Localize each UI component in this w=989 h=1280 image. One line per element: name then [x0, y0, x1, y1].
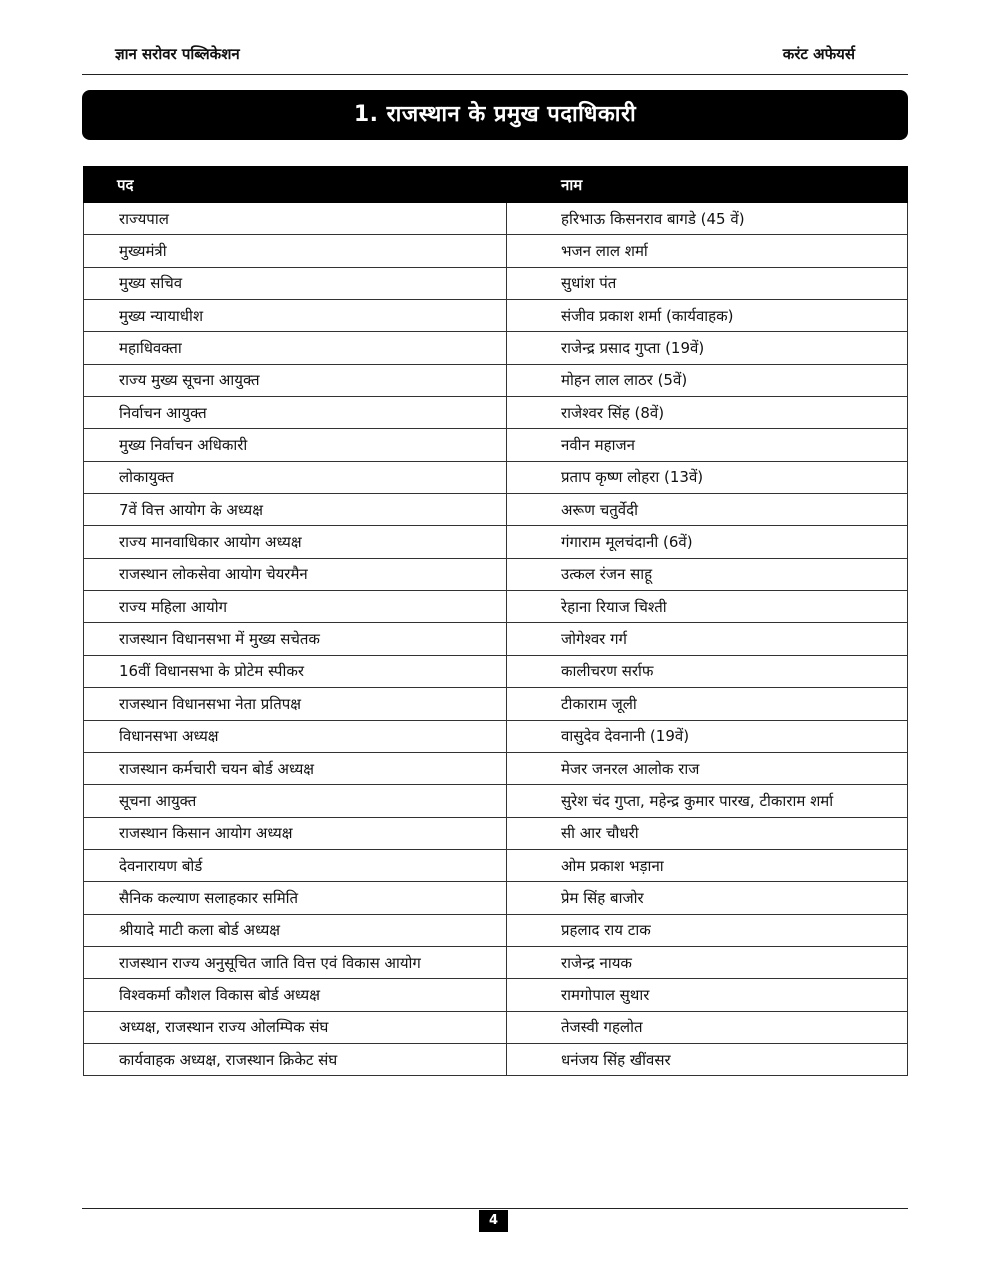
post-cell: सैनिक कल्याण सलाहकार समिति	[84, 882, 507, 914]
table-row	[84, 849, 908, 881]
name-cell: वासुदेव देवनानी (19वें)	[507, 720, 908, 752]
post-cell: राजस्थान कर्मचारी चयन बोर्ड अध्यक्ष	[84, 752, 507, 784]
name-cell: कालीचरण सर्राफ	[507, 655, 908, 687]
name-cell: हरिभाऊ किसनराव बागडे (45 वें)	[507, 203, 908, 235]
name-cell: प्रहलाद राय टाक	[507, 914, 908, 946]
post-cell: महाधिवक्ता	[84, 332, 507, 364]
page-number: 4	[479, 1210, 508, 1232]
table-row	[84, 1043, 908, 1075]
table-row	[84, 526, 908, 558]
table-row	[84, 752, 908, 784]
post-cell: निर्वाचन आयुक्त	[84, 397, 507, 429]
table-header-row	[84, 167, 908, 203]
post-cell: राजस्थान राज्य अनुसूचित जाति वित्त एवं विकास आयोग	[84, 946, 507, 978]
post-cell: राज्य मुख्य सूचना आयुक्त	[84, 364, 507, 396]
table-row	[84, 785, 908, 817]
column-header-post: पद	[84, 167, 507, 203]
table-row	[84, 1011, 908, 1043]
post-cell: राज्यपाल	[84, 203, 507, 235]
name-cell: प्रेम सिंह बाजोर	[507, 882, 908, 914]
table-row	[84, 364, 908, 396]
table-row	[84, 817, 908, 849]
post-cell: विधानसभा अध्यक्ष	[84, 720, 507, 752]
name-cell: उत्कल रंजन साहू	[507, 558, 908, 590]
name-cell: राजेश्वर सिंह (8वें)	[507, 397, 908, 429]
table-row	[84, 688, 908, 720]
name-cell: रामगोपाल सुथार	[507, 979, 908, 1011]
post-cell: राजस्थान विधानसभा नेता प्रतिपक्ष	[84, 688, 507, 720]
post-cell: कार्यवाहक अध्यक्ष, राजस्थान क्रिकेट संघ	[84, 1043, 507, 1075]
name-cell: धनंजय सिंह खींवसर	[507, 1043, 908, 1075]
page-header	[115, 44, 855, 66]
post-cell: राजस्थान किसान आयोग अध्यक्ष	[84, 817, 507, 849]
post-cell: राज्य मानवाधिकार आयोग अध्यक्ष	[84, 526, 507, 558]
table-row	[84, 300, 908, 332]
post-cell: राज्य महिला आयोग	[84, 591, 507, 623]
post-cell: सूचना आयुक्त	[84, 785, 507, 817]
table-row	[84, 267, 908, 299]
publisher-name: ज्ञान सरोवर पब्लिकेशन	[115, 45, 240, 63]
name-cell: मोहन लाल लाठर (5वें)	[507, 364, 908, 396]
page-title: 1. राजस्थान के प्रमुख पदाधिकारी	[82, 90, 908, 140]
table-row	[84, 591, 908, 623]
table-row	[84, 558, 908, 590]
name-cell: सुधांश पंत	[507, 267, 908, 299]
name-cell: गंगाराम मूलचंदानी (6वें)	[507, 526, 908, 558]
name-cell: तेजस्वी गहलोत	[507, 1011, 908, 1043]
post-cell: 16वीं विधानसभा के प्रोटेम स्पीकर	[84, 655, 507, 687]
name-cell: ओम प्रकाश भड़ाना	[507, 849, 908, 881]
table-row	[84, 946, 908, 978]
name-cell: संजीव प्रकाश शर्मा (कार्यवाहक)	[507, 300, 908, 332]
post-cell: 7वें वित्त आयोग के अध्यक्ष	[84, 494, 507, 526]
post-cell: श्रीयादे माटी कला बोर्ड अध्यक्ष	[84, 914, 507, 946]
name-cell: जोगेश्वर गर्ग	[507, 623, 908, 655]
post-cell: मुख्य निर्वाचन अधिकारी	[84, 429, 507, 461]
officials-table	[83, 166, 908, 1076]
table-row	[84, 397, 908, 429]
table-row	[84, 914, 908, 946]
post-cell: देवनारायण बोर्ड	[84, 849, 507, 881]
post-cell: मुख्यमंत्री	[84, 235, 507, 267]
post-cell: मुख्य सचिव	[84, 267, 507, 299]
table-row	[84, 332, 908, 364]
post-cell: अध्यक्ष, राजस्थान राज्य ओलम्पिक संघ	[84, 1011, 507, 1043]
name-cell: राजेन्द्र प्रसाद गुप्ता (19वें)	[507, 332, 908, 364]
table-row	[84, 882, 908, 914]
post-cell: राजस्थान विधानसभा में मुख्य सचेतक	[84, 623, 507, 655]
name-cell: प्रताप कृष्ण लोहरा (13वें)	[507, 461, 908, 493]
post-cell: विश्वकर्मा कौशल विकास बोर्ड अध्यक्ष	[84, 979, 507, 1011]
post-cell: लोकायुक्त	[84, 461, 507, 493]
name-cell: टीकाराम जूली	[507, 688, 908, 720]
column-header-name: नाम	[507, 167, 908, 203]
name-cell: राजेन्द्र नायक	[507, 946, 908, 978]
table-row	[84, 235, 908, 267]
table-row	[84, 623, 908, 655]
name-cell: सुरेश चंद गुप्ता, महेन्द्र कुमार पारख, टीकाराम शर्मा	[507, 785, 908, 817]
table-body	[84, 203, 908, 1076]
name-cell: सी आर चौधरी	[507, 817, 908, 849]
post-cell: मुख्य न्यायाधीश	[84, 300, 507, 332]
table-row	[84, 655, 908, 687]
table-row	[84, 494, 908, 526]
section-name: करंट अफेयर्स	[782, 45, 855, 63]
name-cell: नवीन महाजन	[507, 429, 908, 461]
table-row	[84, 720, 908, 752]
name-cell: भजन लाल शर्मा	[507, 235, 908, 267]
table-row	[84, 203, 908, 235]
name-cell: रेहाना रियाज चिश्ती	[507, 591, 908, 623]
name-cell: मेजर जनरल आलोक राज	[507, 752, 908, 784]
footer-divider	[82, 1208, 908, 1209]
table-row	[84, 979, 908, 1011]
table-row	[84, 461, 908, 493]
post-cell: राजस्थान लोकसेवा आयोग चेयरमैन	[84, 558, 507, 590]
name-cell: अरूण चतुर्वेदी	[507, 494, 908, 526]
header-divider	[82, 74, 908, 75]
table-row	[84, 429, 908, 461]
